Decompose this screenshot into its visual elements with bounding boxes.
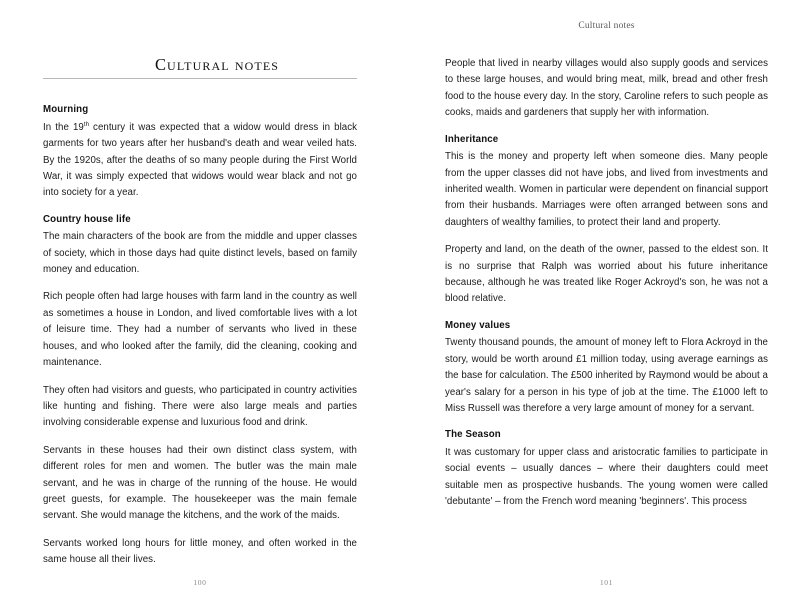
right-column xyxy=(445,56,768,511)
body-paragraph: People that lived in nearby villages would also supply goods and services to these large houses, and would bring meat, milk, bread and other fresh food to the house every day. In the story, Caroline refers to such people as cooks, maids and gardeners that supply her with information. xyxy=(445,58,768,119)
right-column-body xyxy=(445,56,768,511)
page-number-right: 101 xyxy=(599,578,614,587)
body-paragraph: They often had visitors and guests, who participated in country activities like hunting and fishing. There were also large meals and parties involving considerable expense and luxurious food and drink. xyxy=(43,384,357,429)
section-heading: Inheritance xyxy=(445,133,499,145)
running-header: Cultural notes xyxy=(578,21,635,31)
left-column xyxy=(43,56,357,569)
body-paragraph: In the 19th century it was expected that a widow would dress in black garments for two years after her husband's death and wear veiled hats. By the 1920s, after the deaths of so many people during the First World War, it was simply expected that widows would wear black and not go into society for a year. xyxy=(43,121,357,199)
section-heading: The Season xyxy=(445,429,501,441)
body-paragraph: Property and land, on the death of the owner, passed to the eldest son. It is no surprise that Ralph was worried about his future inheritance because, although he was treated like Roger Ackroyd's son, he was not a blood relative. xyxy=(445,244,768,305)
body-paragraph: This is the money and property left when someone dies. Many people from the upper classes did not have jobs, and lived from investments and inherited wealth. Women in particular were dependent on financial support from their husbands. Marriages were often arranged between sons and daughters of wealthy families, to protect their land and property. xyxy=(445,151,768,228)
section-heading: Mourning xyxy=(43,104,89,116)
body-paragraph: Twenty thousand pounds, the amount of money left to Flora Ackroyd in the story, would be worth around £1 million today, using average earnings as the base for calculation. The £500 inherited by Raymond would be about a year's salary for a person in his type of job at the time. The £1000 left to Miss Russell was therefore a very large amount of money for a servant. xyxy=(445,337,768,414)
body-paragraph: Servants worked long hours for little money, and often worked in the same house all their lives. xyxy=(43,537,357,566)
page-title: Cultural notes xyxy=(154,55,280,74)
body-paragraph: The main characters of the book are from the middle and upper classes of society, which in those days had quite distinct levels, based on family money and education. xyxy=(43,231,357,276)
body-paragraph: Rich people often had large houses with farm land in the country as well as sometimes a house in London, and lived comfortable lives with a lot of leisure time. They had a number of servants who lived in these houses, and who looked after the family, did the cleaning, cooking and maintenance. xyxy=(43,291,357,369)
section-heading: Money values xyxy=(445,319,511,331)
title-divider xyxy=(43,78,357,79)
left-column-body xyxy=(43,103,357,568)
body-paragraph: Servants in these houses had their own distinct class system, with different roles for men and women. The butler was the main male servant, and he was in charge of the running of the house. He would greet guests, for example. The housekeeper was the main female servant. She would manage the kitchens, and the work of the maids. xyxy=(43,444,357,522)
section-heading: Country house life xyxy=(43,213,131,225)
body-paragraph: It was customary for upper class and aristocratic families to participate in social events – usually dances – where their daughters could meet suitable men as prospective husbands. The young women were called 'debutante' – from the French word meaning 'beginners'. This process xyxy=(445,446,768,508)
page-number-left: 100 xyxy=(193,578,207,587)
